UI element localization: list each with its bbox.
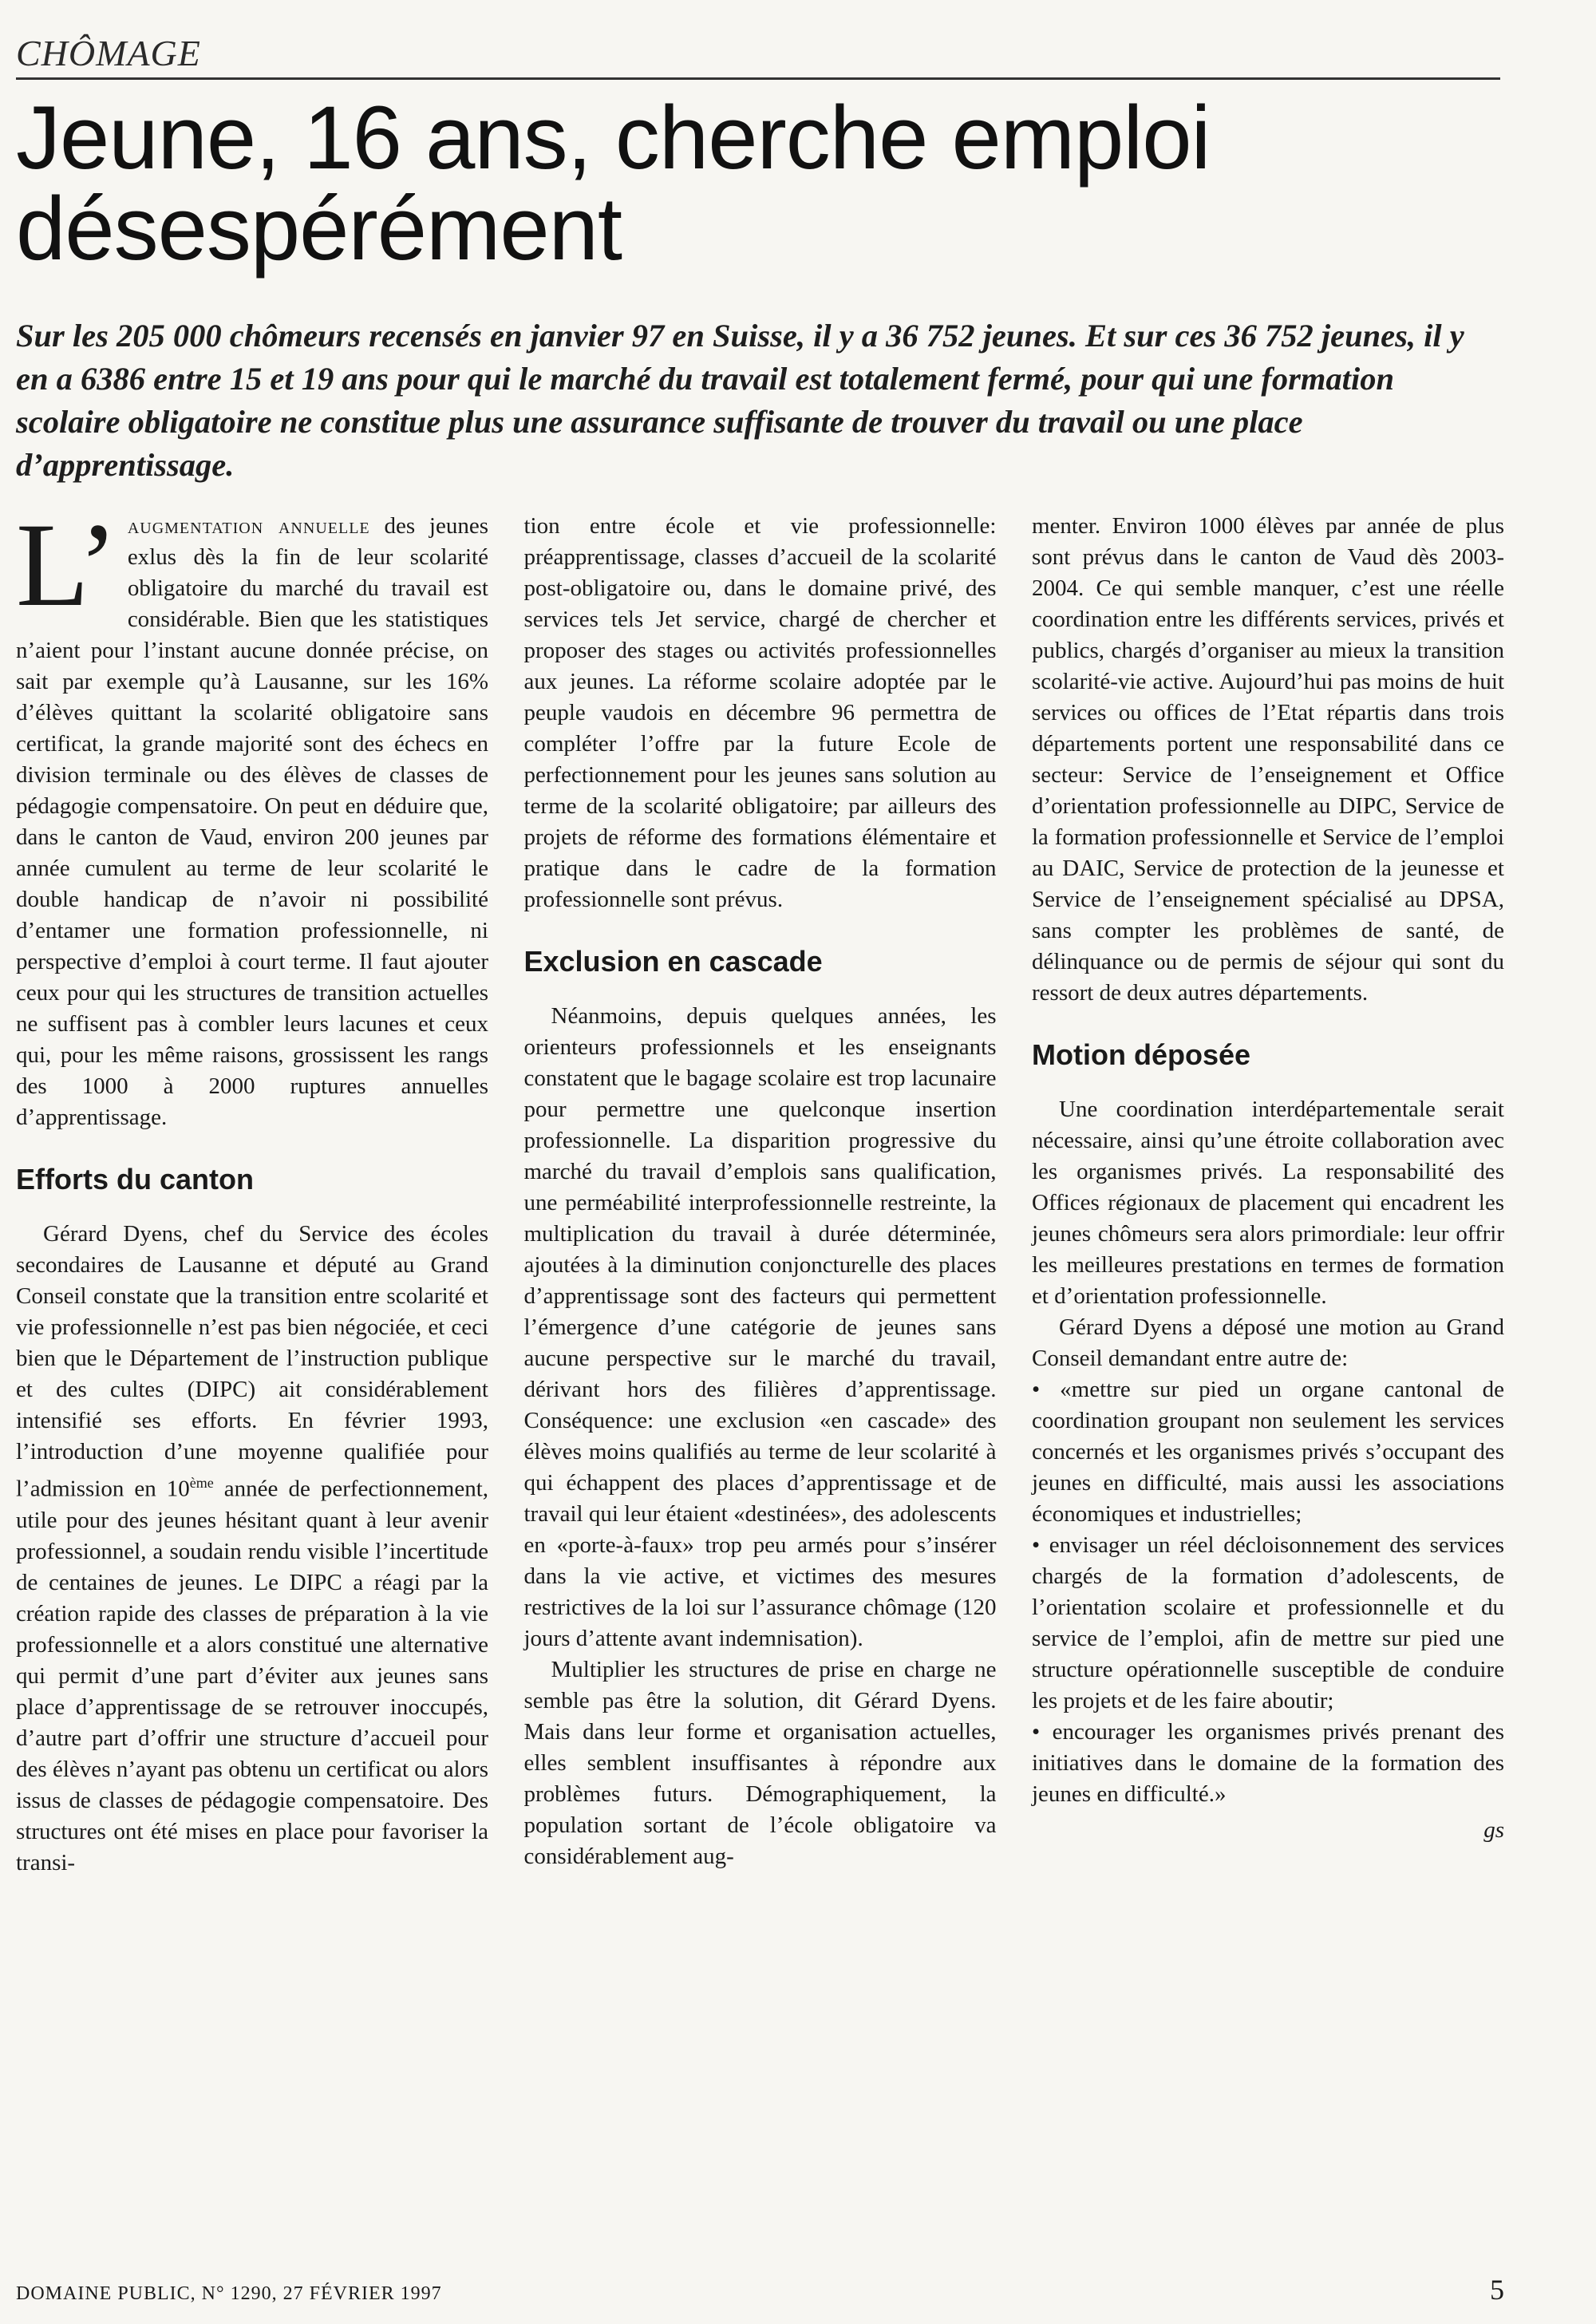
- paragraph: menter. Environ 1000 élèves par année de plus sont prévus dans le canton de Vaud dès 2003-2004. Ce qui semble manquer, c’est une réelle coordination entre les différents services, privés et publics, chargés d’organiser au mieux la transition scolarité-vie active. Aujourd’hui pas moins de huit services ou offices de l’Etat répartis dans trois départements portent une responsabilité dans ce secteur: Service de l’enseignement et Office d’orientation professionnelle au DIPC, Service de la formation professionnelle et Service de l’emploi au DAIC, Service de protection de la jeunesse et Service de l’enseignement spécialisé au DPSA, sans compter les problèmes de santé, de délinquance ou de permis de séjour qui sont du ressort de deux autres départements.: [1032, 513, 1504, 1006]
- paragraph: Gérard Dyens a déposé une motion au Grand Conseil demandant entre autre de:: [1032, 1314, 1504, 1371]
- paragraph: [16, 499, 488, 1133]
- headline-line-1: Jeune, 16 ans, cherche emploi: [16, 88, 1211, 188]
- author-initials: gs: [1483, 1817, 1504, 1843]
- page-number: 5: [1490, 2274, 1504, 2306]
- paragraph-text: année de perfectionnement, utile pour des jeunes hésitant quant à leur avenir professionnel, a soudain rendu visible l’incertitude de centaines de jeunes. Le DIPC a réagi par la création rapide des classes de préparation à la vie professionnelle et a alors constitué une alternative qui permit d’une part d’éviter aux jeunes sans place d’apprentissage de se retrouver inoccupés, d’autre part d’offrir une structure d’accueil pour des élèves n’ayant pas obtenu un certificat ou alors issus de classes de pédagogie compensatoire. Des structures ont été mises en place pour favoriser la transi-: [16, 1476, 489, 1875]
- section-rubric: CHÔMAGE: [16, 32, 1500, 80]
- subheading: Efforts du canton: [16, 1163, 254, 1196]
- small-caps-opening: augmentation annuelle: [127, 513, 370, 539]
- paragraph-text: des jeunes exlus dès la fin de leur scolarité obligatoire du marché du travail est considérable. Bien que les statistiques n’aient pour l’instant aucune donnée précise, on sait par exemple qu’à Lausanne, sur les 16% d’élèves quittant la scolarité obligatoire sans certificat, la grande majorité sont des échecs en division terminale ou des élèves de classes de pédagogie compensatoire. On peut en déduire que, dans le canton de Vaud, environ 200 jeunes par année cumulent au terme de leur scolarité le double handicap de n’avoir ni possibilité d’entamer une formation professionnelle, ni perspective d’emploi à court terme. Il faut ajouter ceux pour qui les structures de transition actuelles ne suffisent pas à combler leurs lacunes et ceux qui, pour les même raisons, grossissent les rangs des 1000 à 2000 ruptures annuelles d’apprentissage.: [16, 513, 488, 1130]
- paragraph: Une coordination interdépartementale serait nécessaire, ainsi qu’une étroite collaboration avec les organismes privés. La responsabilité des Offices régionaux de placement qui encadrent les jeunes chômeurs sera alors primordiale: leur offrir les meilleures prestations en termes de formation et d’orientation professionnelle.: [1032, 1097, 1504, 1309]
- bullet-item: • encourager les organismes privés prenant des initiatives dans le domaine de la formation des jeunes en difficulté.»: [1032, 1719, 1504, 1807]
- paragraph: Multiplier les structures de prise en charge ne semble pas être la solution, dit Gérard Dyens. Mais dans leur forme et organisation actuelles, elles semblent insuffisantes à répondre aux problèmes futurs. Démographiquement, la population sortant de l’école obligatoire va considérablement aug-: [523, 1657, 997, 1869]
- bullet-item: • «mettre sur pied un organe cantonal de coordination groupant non seulement les services concernés et les organismes privés s’occupant des jeunes en difficulté, mais aussi les associations économiques et industrielles;: [1032, 1377, 1504, 1527]
- subheading: Motion déposée: [1032, 1038, 1251, 1071]
- superscript: ème: [189, 1475, 214, 1491]
- column-2: [524, 511, 997, 1879]
- column-1: [16, 499, 489, 1879]
- subheading: Exclusion en cascade: [523, 945, 823, 978]
- article-columns: [16, 499, 1504, 1879]
- publication-info: DOMAINE PUBLIC, N° 1290, 27 FÉVRIER 1997: [16, 2283, 442, 2304]
- drop-cap: L’: [16, 499, 118, 631]
- bullet-item: • envisager un réel décloisonnement des services chargés de la formation d’adolescents, de l’orientation scolaire et professionnelle et du service de l’emploi, afin de mettre sur pied une structure opérationnelle susceptible de conduire les projets et de les faire aboutir;: [1032, 1532, 1504, 1713]
- headline-line-2: désespérément: [16, 179, 622, 279]
- article-headline: [16, 88, 1504, 279]
- paragraph: [16, 1219, 488, 1879]
- paragraph: tion entre école et vie professionnelle: préapprentissage, classes d’accueil de la scolarité post-obligatoire ou, dans le domaine privé, des services tels Jet service, chargé de chercher et proposer des stages ou activités professionnelles aux jeunes. La réforme scolaire adoptée par le peuple vaudois en décembre 96 permettra de compléter l’offre par la future Ecole de perfectionnement pour les jeunes sans solution au terme de la scolarité obligatoire; par ailleurs des projets de réforme des formations élémentaire et pratique dans le cadre de la formation professionnelle sont prévus.: [523, 513, 997, 912]
- page-footer: [16, 2273, 1504, 2306]
- paragraph: Néanmoins, depuis quelques années, les orienteurs professionnels et les enseignants constatent que le bagage scolaire est trop lacunaire pour permettre une quelconque insertion professionnelle. La disparition progressive du marché du travail d’emplois sans qualification, une perméabilité interprofessionnelle restreinte, la multiplication du travail à durée déterminée, ajoutées à la diminution conjoncturelle des places d’apprentissage sont des facteurs qui permettent l’émergence d’une catégorie de jeunes sans aucune perspective sur le marché du travail, dérivant hors des filières d’apprentissage. Conséquence: une exclusion «en cascade» des élèves moins qualifiés au terme de leur scolarité à qui échappent des places d’apprentissage et de travail qui leur étaient «destinées», des adolescents en «porte-à-faux» trop peu armés pour s’insérer dans la vie active, et victimes des mesures restrictives de la loi sur l’assurance chômage (120 jours d’attente avant indemnisation).: [523, 1003, 997, 1651]
- paragraph-text: Gérard Dyens, chef du Service des écoles secondaires de Lausanne et député au Grand Conseil constate que la transition entre scolarité et vie professionnelle n’est pas bien négociée, et ceci bien que le Département de l’instruction publique et des cultes (DIPC) ait considérablement intensifié ses efforts. En février 1993, l’introduction d’une moyenne qualifiée pour l’admission en 10: [16, 1221, 488, 1502]
- article-page: [16, 32, 1504, 487]
- article-lead: Sur les 205 000 chômeurs recensés en janvier 97 en Suisse, il y a 36 752 jeunes. Et sur ces 36 752 jeunes, il y en a 6386 entre 15 et 19 ans pour qui le marché du travail est totalement fermé, pour qui une formation scolaire obligatoire ne constitue plus une assurance suffisante de trouver du travail ou une place d’apprentissage.: [16, 318, 1464, 483]
- column-3: [1032, 511, 1504, 1879]
